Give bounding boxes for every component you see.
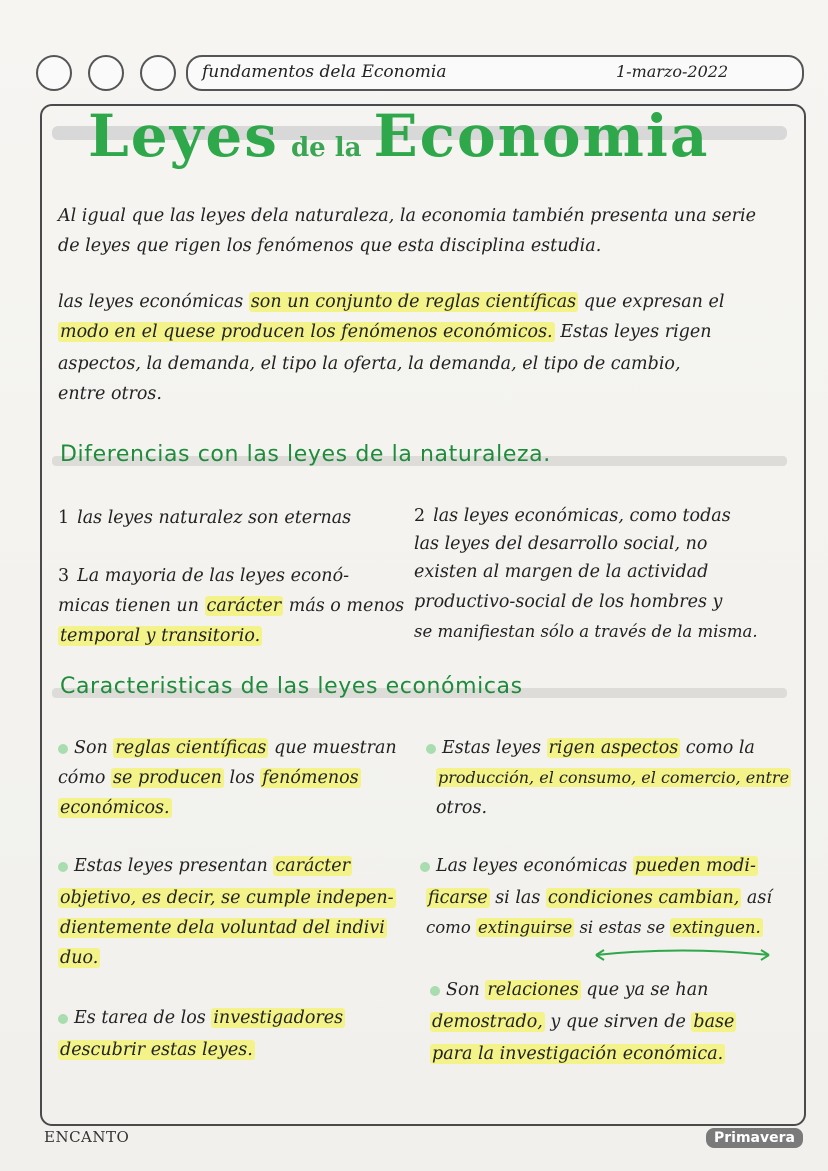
section1-item3-text-2b: más o menos (288, 596, 405, 616)
section2-c4-text-3b: si estas se (579, 918, 666, 937)
section2-c2-highlight: rigen aspectos (548, 738, 679, 758)
section1-item2-line5: se manifiestan sólo a través de la misma. (414, 622, 758, 641)
section2-c6-text-2a: y que sirven de (550, 1012, 686, 1032)
intro-p1-line2: de leyes que rigen los fenómenos que esta disciplina estudia. (58, 236, 602, 256)
footer-notebook-logo: Primavera (706, 1128, 803, 1148)
section2-c3-text-a: Estas leyes presentan (74, 856, 268, 876)
section2-heading: Caracteristicas de las leyes económicas (60, 674, 523, 699)
section2-c4-highlight-3: condiciones cambian, (547, 888, 740, 908)
section1-item2-line4: productivo-social de los hombres y (414, 592, 723, 612)
section1-item1-number: 1 (58, 508, 70, 528)
section1-item3-number: 3 (58, 566, 70, 586)
section2-c2-highlight-2: producción, el consumo, el comercio, entre (438, 768, 790, 787)
section2-c4-text-3a: como (426, 918, 471, 937)
section1-item3-line3 (58, 622, 262, 650)
section2-c3-highlight-3: dientemente dela voluntad del indivi (60, 918, 385, 938)
title-part-2: de la (290, 133, 362, 163)
section2-c4-line2 (426, 884, 772, 912)
section2-c5-line2 (58, 1036, 255, 1064)
intro-p2-text-b: que expresan el (583, 292, 725, 312)
section2-c1-highlight-3: fenómenos (262, 768, 359, 788)
section2-c4-highlight-4: extinguirse (478, 918, 573, 937)
intro-p2-line2 (58, 318, 712, 346)
section2-c1-text-2b: los (229, 768, 255, 788)
section1-item2-text-1: las leyes económicas, como todas (433, 506, 731, 526)
section2-c3-highlight-4: duo. (60, 948, 99, 968)
section2-c3-highlight-2: objetivo, es decir, se cumple indepen- (60, 888, 394, 908)
bullet-dot-icon (430, 986, 440, 996)
section2-c4-text-a: Las leyes económicas (436, 856, 628, 876)
section2-c6-line2 (430, 1008, 736, 1036)
section2-c6-text-b: que ya se han (586, 980, 709, 1000)
section2-c1-text-2a: cómo (58, 768, 106, 788)
bullet-dot-icon (420, 862, 430, 872)
page-title (88, 102, 778, 182)
header-circle-1 (36, 55, 72, 91)
double-arrow-icon (590, 948, 775, 962)
section2-c3-line3 (58, 914, 387, 942)
section1-item2-line2: las leyes del desarrollo social, no (414, 534, 708, 554)
section2-c4-highlight: pueden modi- (634, 856, 756, 876)
section2-c1-text-a: Son (74, 738, 108, 758)
section2-c6-text-a: Son (446, 980, 480, 1000)
section2-c2-text-b: como la (685, 738, 755, 758)
section2-c3-line1 (58, 852, 352, 880)
section2-c3-highlight: carácter (275, 856, 350, 876)
section1-item3-highlight-1: carácter (206, 596, 282, 616)
section2-c4-highlight-5: extinguen. (672, 918, 761, 937)
bullet-dot-icon (58, 1014, 68, 1024)
section1-item1 (58, 504, 351, 532)
section2-c1-line2 (58, 764, 361, 792)
bullet-dot-icon (58, 862, 68, 872)
section2-c2-text-a: Estas leyes (442, 738, 541, 758)
header-circle-3 (140, 55, 176, 91)
intro-p2-line4: entre otros. (58, 384, 162, 404)
section2-c2-line3: otros. (436, 798, 488, 818)
section1-item3-text-2a: micas tienen un (58, 596, 199, 616)
section2-c5-line1 (58, 1004, 345, 1032)
section2-c1-line3 (58, 794, 172, 822)
section2-c4-highlight-2: ficarse (428, 888, 488, 908)
intro-p2-text-c: Estas leyes rigen (560, 322, 712, 342)
section2-c6-line3 (430, 1040, 725, 1068)
section2-c6-highlight-2: demostrado, (432, 1012, 543, 1032)
title-part-3: Economia (373, 102, 710, 170)
intro-p2-text-a: las leyes económicas (58, 292, 244, 312)
section2-c1-highlight: reglas científicas (115, 738, 267, 758)
section1-item2-line1 (414, 502, 731, 530)
bullet-dot-icon (426, 744, 436, 754)
section2-c1-line1 (58, 734, 397, 762)
section2-c4-text-2a: si las (495, 888, 541, 908)
section2-c2-line2 (436, 764, 791, 792)
section2-c6-line1 (430, 976, 708, 1004)
section2-c6-highlight: relaciones (487, 980, 579, 1000)
section2-c5-highlight: investigadores (213, 1008, 344, 1028)
section2-c5-text-a: Es tarea de los (74, 1008, 206, 1028)
section1-item1-text: las leyes naturalez son eternas (77, 508, 352, 528)
bullet-dot-icon (58, 744, 68, 754)
section2-c1-highlight-4: económicos. (60, 798, 170, 818)
section2-c6-highlight-4: para la investigación económica. (432, 1044, 724, 1064)
section2-c4-line3 (426, 914, 763, 942)
section1-item3-highlight-2: temporal y transitorio. (60, 626, 261, 646)
header-subject: fundamentos dela Economia (202, 62, 447, 82)
section2-c5-highlight-2: descubrir estas leyes. (60, 1040, 253, 1060)
intro-p2-highlight-2: modo en el quese producen los fenómenos económicos. (60, 322, 553, 342)
section2-c1-highlight-2: se producen (113, 768, 222, 788)
section2-c4-line1 (420, 852, 758, 880)
intro-p2-line3: aspectos, la demanda, el tipo la oferta, la demanda, el tipo de cambio, (58, 354, 681, 374)
section2-c6-highlight-3: base (693, 1012, 735, 1032)
section1-item3-line1 (58, 562, 349, 590)
header-date: 1-marzo-2022 (616, 62, 729, 81)
intro-p1-line1: Al igual que las leyes dela naturaleza, la economia también presenta una serie (58, 206, 756, 226)
title-part-1: Leyes (88, 102, 279, 170)
section2-c3-line2 (58, 884, 396, 912)
section1-item2-line3: existen al margen de la actividad (414, 562, 709, 582)
footer-brand-logo: ENCANTO (44, 1128, 130, 1146)
intro-p2-highlight-1: son un conjunto de reglas científicas (250, 292, 577, 312)
section1-item2-number: 2 (414, 506, 426, 526)
section1-item3-line2 (58, 592, 404, 620)
section1-heading: Diferencias con las leyes de la naturaleza. (60, 442, 551, 467)
section1-item3-text-1: La mayoria de las leyes econó- (77, 566, 350, 586)
section2-c2-line1 (426, 734, 755, 762)
section2-c1-text-b: que muestran (274, 738, 397, 758)
section2-c3-line4 (58, 944, 100, 972)
intro-p2-line1 (58, 288, 724, 316)
header-circle-2 (88, 55, 124, 91)
section2-c4-text-2b: así (746, 888, 772, 908)
